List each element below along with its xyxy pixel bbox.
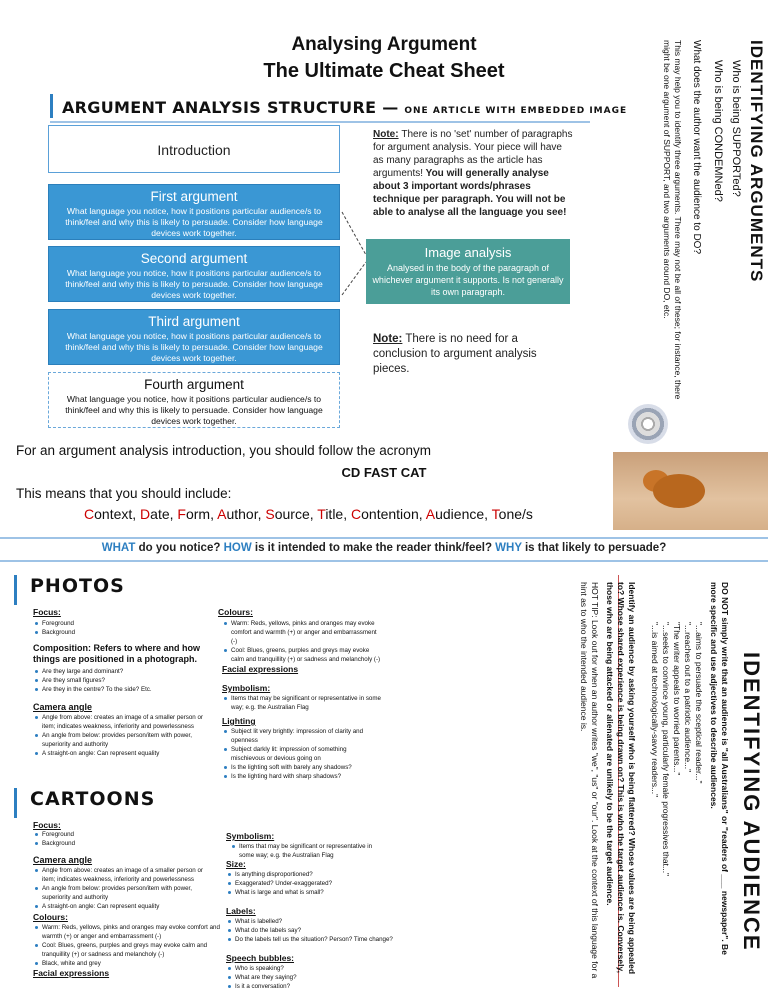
audience-quotes	[649, 622, 704, 982]
banner-divider	[0, 537, 768, 539]
argument-box-4	[48, 372, 340, 428]
image-analysis-text: Analysed in the body of the paragraph of whichever argument it supports. Is not generally its own paragraph.	[372, 263, 564, 297]
argument-box-1	[48, 184, 340, 240]
argument-box-text: What language you notice, how it positions particular audience/s to think/feel and why this is likely to persuade. Consider how language devices work together.	[65, 331, 323, 363]
cartoons-colours-heading: Colours:	[33, 912, 68, 922]
cartoons-size-heading: Size:	[226, 859, 246, 869]
acronym-item: Form,	[177, 506, 218, 522]
audience-quote: "...is aimed at technologically-savvy readers..."	[650, 622, 660, 798]
identifying-arguments-panel	[661, 40, 766, 440]
argument-box-title: Second argument	[140, 251, 248, 266]
include-line: This means that you should include:	[16, 486, 232, 501]
structure-divider	[50, 121, 590, 123]
cartoons-size-list: Is anything disproportioned? Exaggerated? Under-exaggerated? What is large and what is small?	[226, 870, 332, 897]
cartoons-title: CARTOONS	[30, 788, 156, 810]
image-analysis-box	[366, 239, 570, 304]
acronym-list	[84, 506, 533, 522]
photos-focus-heading: Focus:	[33, 607, 61, 617]
note-conclusion: Note: There is no need for a conclusion to argument analysis pieces.	[373, 333, 537, 375]
running-cat-image	[613, 452, 768, 530]
identifying-audience-title: IDENTIFYING AUDIENCE	[739, 652, 764, 952]
acronym-item: Source,	[265, 506, 318, 522]
photos-focus-list: Foreground Background	[33, 619, 75, 637]
argument-box-title: Third argument	[148, 314, 240, 329]
cheat-sheet-title-line1: Analysing Argument	[291, 34, 477, 55]
photos-camera-heading: Camera angle	[33, 702, 93, 712]
photos-composition-heading: Composition: Refers to where and how things are positioned in a photograph.	[33, 643, 201, 664]
intro-box: Introduction	[48, 125, 340, 173]
structure-heading: ARGUMENT ANALYSIS STRUCTURE — ONE ARTICLE WITH EMBEDDED IMAGE	[62, 98, 628, 117]
audience-quote: "...reaches out to a patriotic audience..."	[683, 622, 693, 773]
acronym-item: Audience,	[425, 506, 492, 522]
audience-quote: "...aims to persuade the sceptical reader..."	[694, 622, 704, 784]
acronym: CD FAST CAT	[341, 465, 427, 480]
photos-composition-list: Are they large and dominant? Are they small figures? Are they in the centre? To the side? Etc.	[33, 667, 152, 694]
image-analysis-title: Image analysis	[424, 245, 512, 260]
cartoons-symbolism-list: Items that may be significant or representative in some way; e.g. the Australian Flag	[230, 842, 380, 860]
argument-box-2	[48, 246, 340, 302]
cartoons-symbolism-heading: Symbolism:	[226, 831, 275, 841]
cartoons-focus-heading: Focus:	[33, 820, 61, 830]
cartoons-camera-heading: Camera angle	[33, 855, 93, 865]
acronym-item: Date,	[140, 506, 178, 522]
cartoons-labels-list: What is labelled? What do the labels say? Do the labels tell us the situation? Person? Time change?	[226, 917, 393, 944]
cartoons-speech-heading: Speech bubbles:	[226, 953, 295, 963]
photos-title: PHOTOS	[30, 575, 125, 597]
banner-divider-bottom	[0, 560, 768, 562]
cd-disc-image	[628, 404, 668, 444]
acronym-item: Author,	[217, 506, 266, 522]
identifying-arguments-tip: This may help you to identify three arguments. There may not be all of these; for instance, there might be one argument of SUPPORT, and two arguments around DO, etc.	[662, 40, 683, 400]
photos-lighting-list: Subject lit very brightly: impression of clarity and openness Subject darkly lit: impression of something mischievous or devious going on Is the lighting soft with barely any shadows? Is the lighting hard with sharp shadows?	[222, 727, 382, 781]
photos-facial-heading: Facial expressions	[222, 664, 299, 674]
argument-box-title: First argument	[150, 189, 238, 204]
note-paragraphs: Note: There is no 'set' number of paragraphs for argument analysis. Your piece will have as many paragraphs as the article has arguments! You will generally analyse about 3 important words/phrases technique per paragraph. You will not be able to analyse all the language you see!	[373, 129, 573, 218]
acronym-item: Title,	[317, 506, 351, 522]
acronym-item: Tone/s	[491, 506, 533, 522]
photos-symbolism-list: Items that may be significant or representative in some way; e.g. the Australian Flag	[222, 694, 382, 712]
cartoons-speech-list: Who is speaking? What are they saying? Is it a conversation?	[226, 964, 297, 991]
photos-lighting-heading: Lighting	[222, 716, 256, 726]
cartoons-accent-bar	[14, 788, 17, 818]
what-how-why-banner: WHAT do you notice? HOW is it intended to make the reader think/feel? WHY is that likely to persuade?	[101, 542, 667, 554]
cartoons-colours-list: Warm: Reds, yellows, pinks and oranges may evoke comfort and warmth (+) or anger and embarrassment (-) Cool: Blues, greens, purples and greys may evoke calm and tranquillity (+) or sadness and melancholy (-) Black, white and grey	[33, 923, 223, 968]
support-line: Who is being SUPPORTed?	[730, 60, 742, 197]
audience-hot-tip: HOT TIP: Look out for when an author writes "we", "us" or "our". Look at the context of this language for a hint as to who the intended audience is.	[579, 582, 600, 979]
argument-box-title: Fourth argument	[144, 377, 244, 392]
audience-quote: "The writer appeals to worried parents..."	[672, 622, 682, 776]
audience-paragraph: Identify an audience by asking yourself who is being flattered? Whose values are being appealed to? Whose shared experience is being drawn on? This is who the target audience is. Conversely, those who are being attacked or alienated are unlikely to be the target audience.	[605, 582, 637, 975]
identifying-audience-panel	[578, 582, 764, 982]
cartoons-camera-list: Angle from above: creates an image of a smaller person or item; indicates weakness, inferiority and powerlessness An angle from below: provides person/item with power, superiority and authority A straight-on angle: Can represent equality	[33, 866, 218, 911]
audience-instruction: DO NOT simply write that an audience is "all Australians" or "readers of ___ newspaper". Be more specific and use adjectives to describe audiences.	[709, 582, 730, 955]
acronym-intro-line: For an argument analysis introduction, you should follow the acronym	[16, 443, 431, 458]
argument-box-text: What language you notice, how it positions particular audience/s to think/feel and why this is likely to persuade. Consider how language devices work together.	[65, 394, 323, 426]
cartoons-labels-heading: Labels:	[226, 906, 256, 916]
photos-colours-list: Warm: Reds, yellows, pinks and oranges may evoke comfort and warmth (+) or anger and embarrassment (-) Cool: Blues, greens, purples and greys may evoke calm and tranquillity (+) or sadness and melancholy (-)	[222, 619, 382, 664]
argument-box-text: What language you notice, how it positions particular audience/s to think/feel and why this is likely to persuade. Consider how language devices work together.	[65, 268, 323, 300]
audience-quote: "...seeks to convince young, particularly female progressives that..."	[661, 622, 671, 877]
acronym-item: Contention,	[351, 506, 426, 522]
photos-colours-heading: Colours:	[218, 607, 253, 617]
cartoons-focus-list: Foreground Background	[33, 830, 75, 848]
condemn-line: Who is being CONDEMNed?	[712, 60, 724, 202]
photos-symbolism-heading: Symbolism:	[222, 683, 271, 693]
identifying-arguments-title: IDENTIFYING ARGUMENTS	[747, 40, 766, 283]
argument-box-text: What language you notice, how it positions particular audience/s to think/feel and why this is likely to persuade. Consider how language devices work together.	[65, 206, 323, 238]
cartoons-facial-heading: Facial expressions	[33, 968, 110, 978]
photos-accent-bar	[14, 575, 17, 605]
photos-camera-list: Angle from above: creates an image of a smaller person or item; indicates weakness, inferiority and powerlessness An angle from below: provides person/item with power, superiority and authority A straight-on angle: Can represent equality	[33, 713, 213, 758]
cheat-sheet-title-line2: The Ultimate Cheat Sheet	[263, 60, 505, 82]
acronym-item: Context,	[84, 506, 141, 522]
argument-box-3	[48, 309, 340, 365]
heading-accent-bar	[50, 94, 53, 118]
structure-subheading: ONE ARTICLE WITH EMBEDDED IMAGE	[404, 106, 628, 116]
do-line: What does the author want the audience to DO?	[691, 40, 702, 255]
